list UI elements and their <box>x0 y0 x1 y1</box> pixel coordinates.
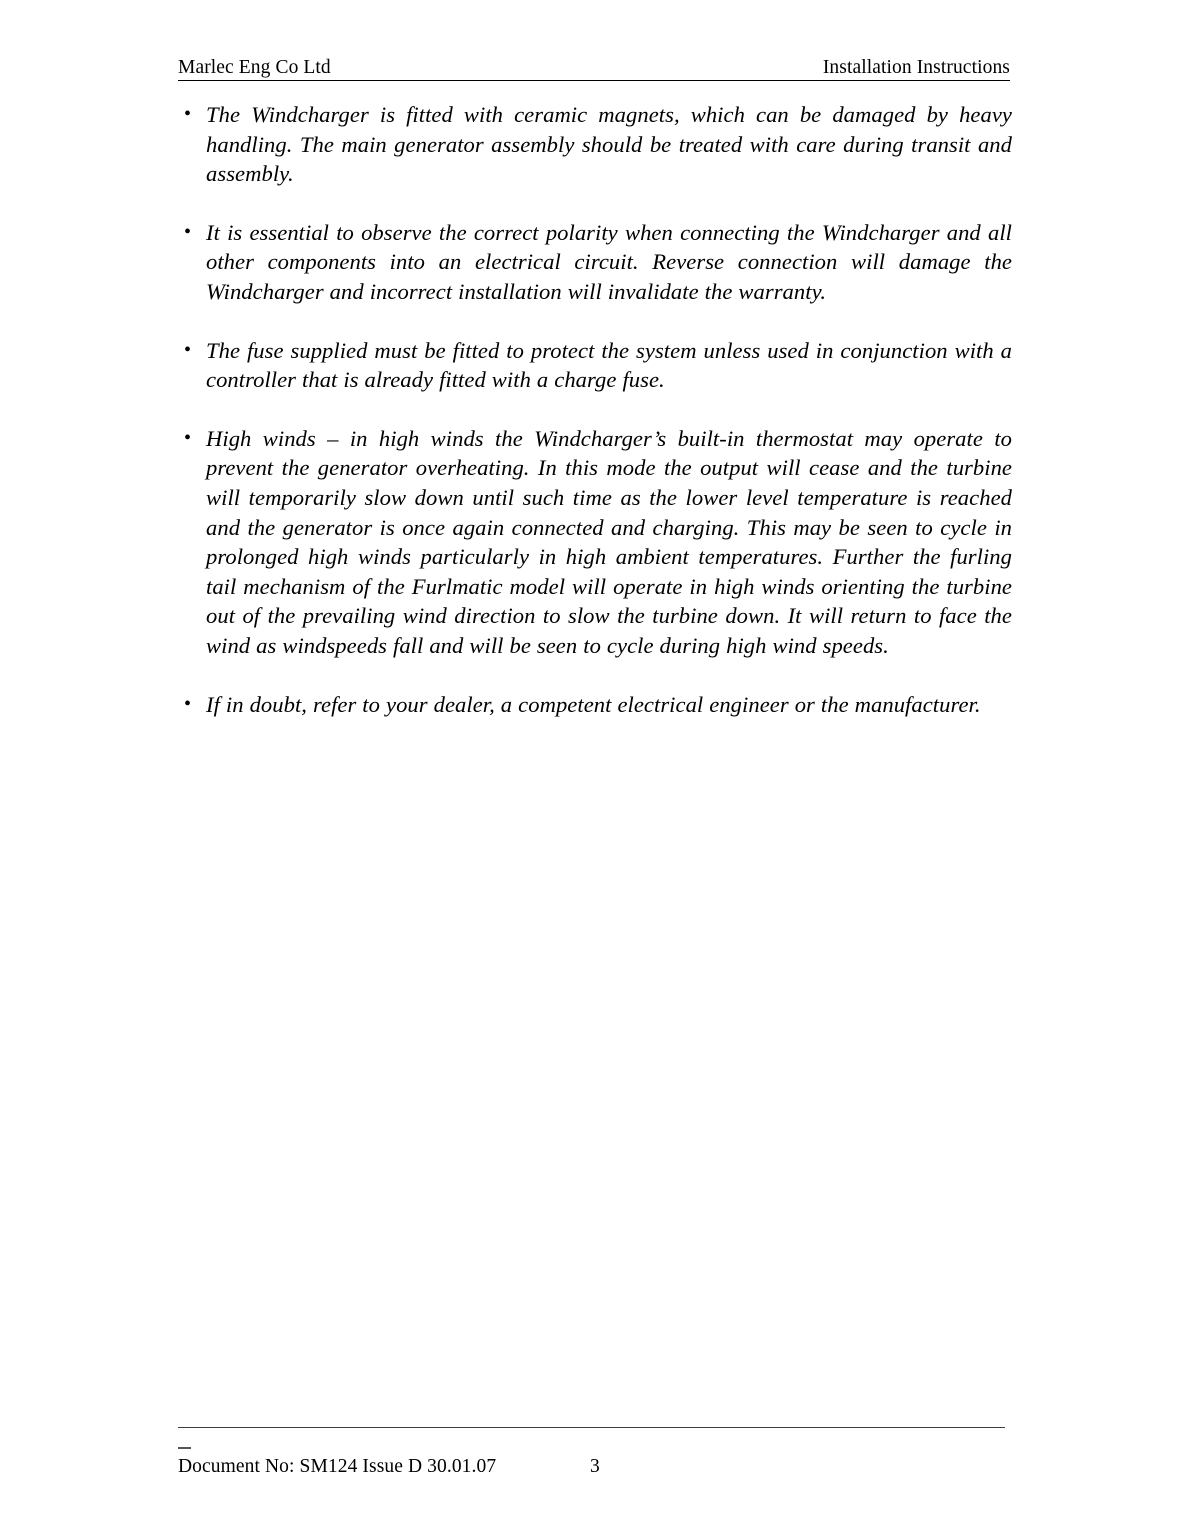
footer-divider-rule <box>178 1427 1005 1428</box>
page-number: 3 <box>590 1456 600 1477</box>
bullet-point-icon: • <box>184 692 192 715</box>
list-item <box>178 218 1012 307</box>
list-item <box>178 690 1012 720</box>
scan-artifact-mark <box>178 1447 191 1449</box>
header-company-name: Marlec Eng Co Ltd <box>178 57 331 78</box>
list-item-text: It is essential to observe the correct polarity when connecting the Windcharger and all other components into an electrical circuit. Reverse connection will damage the Windcharger and incorrect installation will invalidate the warranty. <box>206 219 1012 304</box>
bullet-point-icon: • <box>184 338 192 361</box>
list-item <box>178 100 1012 189</box>
header-document-title: Installation Instructions <box>822 57 1010 78</box>
list-item <box>178 336 1012 395</box>
bullet-point-icon: • <box>184 103 192 125</box>
bullet-point-icon: • <box>184 220 192 243</box>
page-content <box>178 100 1012 719</box>
bullet-point-icon: • <box>184 426 192 449</box>
header-divider-rule <box>178 80 1010 81</box>
list-item-text: If in doubt, refer to your dealer, a competent electrical engineer or the manufacturer. <box>206 691 981 717</box>
page-header <box>178 58 1010 88</box>
safety-notes-list <box>178 100 1012 719</box>
list-item <box>178 424 1012 661</box>
list-item-text: High winds – in high winds the Windcharger’s built-in thermostat may operate to prevent the generator overheating. In this mode the output will cease and the turbine will temporarily slow down until such time as the lower level temperature is reached and the generator is once again connected and charging. This may be seen to cycle in prolonged high winds particularly in high ambient temperatures. Further the furling tail mechanism of the Furlmatic model will operate in high winds orienting the turbine out of the prevailing wind direction to slow the turbine down. It will return to face the wind as windspeeds fall and will be seen to cycle during high wind speeds. <box>206 425 1012 658</box>
list-item-text: The Windcharger is fitted with ceramic magnets, which can be damaged by heavy handling. The main generator assembly should be treated with care during transit and assembly. <box>206 102 1012 187</box>
header-text-row <box>178 58 1010 78</box>
footer-text-row <box>178 1453 1012 1483</box>
list-item-text: The fuse supplied must be fitted to protect the system unless used in conjunction with a controller that is already fitted with a charge fuse. <box>206 337 1012 393</box>
footer-document-reference: Document No: SM124 Issue D 30.01.07 <box>178 1456 497 1477</box>
